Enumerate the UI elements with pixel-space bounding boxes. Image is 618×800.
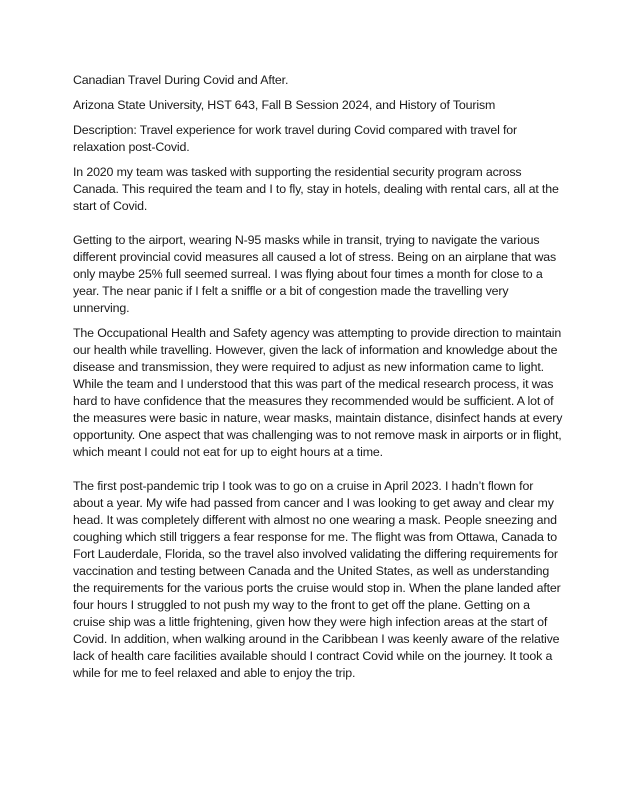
paragraph-work-travel-intro: In 2020 my team was tasked with supporting the residential security program across Canada. This required the team and I to fly, stay in hotels, dealing with rental cars, all at the start of Covid.: [73, 165, 559, 213]
paragraph-health-safety: The Occupational Health and Safety agency was attempting to provide direction to maintain our health while travelling. However, given the lack of information and knowledge about the disease and transmission, they were required to adjust as new information came to light. While the team and I understood that this was part of the medical research process, it was hard to have confidence that the measures they recommended would be sufficient. A lot of the measures were basic in nature, wear masks, maintain distance, disinfect hands at every opportunity. One aspect that was challenging was to not remove mask in airports or in flight, which meant I could not eat for up to eight hours at a time.: [73, 326, 563, 459]
paragraph-airport-stress: Getting to the airport, wearing N-95 masks while in transit, trying to navigate the various different provincial covid measures all caused a lot of stress. Being on an airplane that was only maybe 25% full seemed surreal. I was flying about four times a month for close to a year. The near panic if I felt a sniffle or a bit of congestion made the travelling very unnerving.: [73, 233, 557, 315]
document-title: Canadian Travel During Covid and After.: [73, 73, 289, 87]
document-description: Description: Travel experience for work travel during Covid compared with travel for relaxation post-Covid.: [73, 123, 517, 154]
paragraph-post-pandemic-cruise: The first post-pandemic trip I took was to go on a cruise in April 2023. I hadn’t flown for about a year. My wife had passed from cancer and I was looking to get away and clear my head. It was completely different with almost no one wearing a mask. People sneezing and coughing which still triggers a fear response for me. The flight was from Ottawa, Canada to Fort Lauderdale, Florida, so the travel also involved validating the differing requirements for vaccination and testing between Canada and the United States, as well as understanding the requirements for the various ports the cruise would stop in. When the plane landed after four hours I struggled to not push my way to the front to get off the plane. Getting on a cruise ship was a little frightening, given how they were high infection areas at the start of Covid. In addition, when walking around in the Caribbean I was keenly aware of the relative lack of health care facilities available should I contract Covid while on the journey. It took a while for me to feel relaxed and able to enjoy the trip.: [73, 479, 561, 680]
document-body: [73, 72, 563, 682]
course-info: Arizona State University, HST 643, Fall B Session 2024, and History of Tourism: [73, 98, 496, 112]
